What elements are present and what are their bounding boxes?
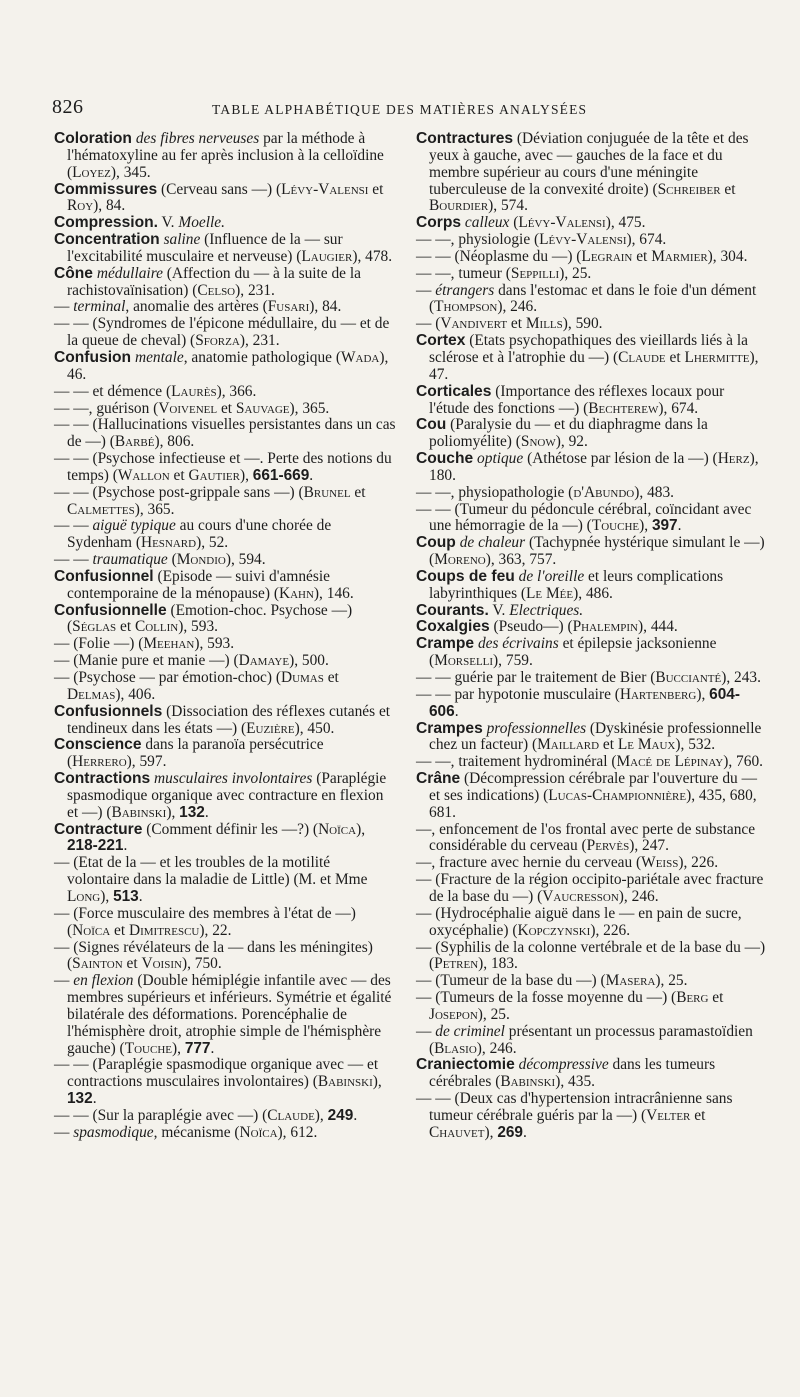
- index-entry: —, enfoncement de l'os frontal avec perte de substance considérable du cerveau (Pervès), 247.: [416, 820, 756, 855]
- index-entry: Confusionnels (Dissociation des réflexes cutanés et tendineux dans les états —) (Euzière), 450.: [54, 702, 391, 737]
- index-entry: Crampes professionnelles (Dyskinésie professionnelle chez un facteur) (Maillard et Le Maux), 532.: [416, 719, 762, 754]
- index-entry: — —, guérison (Voivenel et Sauvage), 365.: [54, 399, 330, 417]
- index-entry: — — (Paraplégie spasmodique organique avec — et contractions musculaires involontaires) (Babinski), 132.: [54, 1056, 382, 1108]
- index-entry: Compression. V. Moelle.: [54, 214, 225, 232]
- page-header: [52, 96, 752, 120]
- page-number: 826: [52, 96, 84, 118]
- index-entry: — — guérie par le traitement de Bier (Buccianté), 243.: [416, 669, 761, 686]
- index-entry: Cou (Paralysie du — et du diaphragme dans la poliomyélite) (Snow), 92.: [416, 416, 708, 451]
- running-title: TABLE ALPHABÉTIQUE DES MATIÈRES ANALYSÉES: [212, 102, 588, 117]
- index-entry: — — traumatique (Mondio), 594.: [54, 551, 266, 569]
- index-entry: — (Force musculaire des membres à l'état de —) (Noïca et Dimitrescu), 22.: [54, 904, 356, 939]
- index-entry: — (Manie pure et manie —) (Damaye), 500.: [54, 652, 329, 670]
- index-entry: Cône médullaire (Affection du — à la suite de la rachistovaïnisation) (Celso), 231.: [54, 264, 361, 299]
- index-entry: — (Hydrocéphalie aiguë dans le — en pain de sucre, oxycéphalie) (Kopczynski), 226.: [416, 904, 742, 939]
- index-entry: — —, traitement hydrominéral (Macé de Lépinay), 760.: [416, 753, 763, 771]
- index-entry: — —, physiologie (Lévy-Valensi), 674.: [416, 231, 667, 249]
- index-entry: — — (Syndromes de l'épicone médullaire, du — et de la queue de cheval) (Sforza), 231.: [54, 315, 390, 350]
- index-entry: — — (Sur la paraplégie avec —) (Claude), 249.: [54, 1106, 358, 1124]
- index-entry: — — et démence (Laurès), 366.: [54, 382, 257, 400]
- right-column: [416, 131, 766, 1142]
- index-entry: Confusion mentale, anatomie pathologique (Wada), 46.: [54, 348, 389, 383]
- index-entry: — étrangers dans l'estomac et dans le foie d'un dément (Thompson), 246.: [416, 281, 757, 316]
- index-entry: Crampe des écrivains et épilepsie jacksonienne (Morselli), 759.: [416, 635, 717, 670]
- index-entry: — —, physiopathologie (d'Abundo), 483.: [416, 483, 675, 501]
- index-entry: Courants. V. Electriques.: [416, 601, 584, 619]
- index-entry: Cortex (Etats psychopathiques des vieillards liés à la sclérose et à l'atrophie du —) (Claude et Lhermitte), 47.: [416, 332, 759, 383]
- index-entry: —, fracture avec hernie du cerveau (Weiss), 226.: [416, 854, 719, 872]
- index-entry: — — (Deux cas d'hypertension intracrânienne sans tumeur cérébrale guéris par la —) (Velter et Chauvet), 269.: [416, 1090, 733, 1141]
- index-entry: — — (Psychose post-grippale sans —) (Brunel et Calmettes), 365.: [54, 483, 366, 518]
- index-entry: — (Folie —) (Meehan), 593.: [54, 635, 235, 653]
- index-entry: — de criminel présentant un processus paramastoïdien (Blasio), 246.: [416, 1022, 753, 1057]
- index-entry: — terminal, anomalie des artères (Fusari), 84.: [54, 298, 342, 316]
- index-entry: Contractures (Déviation conjuguée de la tête et des yeux à gauche, avec — gauches de la face et du membre supérieur au cours d'une méningite tuberculeuse de la convexité droite) (Schreiber et Bourdier), 574.: [416, 130, 749, 215]
- index-entry: — — aiguë typique au cours d'une chorée de Sydenham (Hesnard), 52.: [54, 517, 332, 552]
- index-entry: Coloration des fibres nerveuses par la méthode à l'hématoxyline au fer après inclusion à la celloïdine (Loyez), 345.: [54, 130, 384, 181]
- index-entry: — (Tumeurs de la fosse moyenne du —) (Berg et Josepon), 25.: [416, 989, 724, 1023]
- index-entry: — (Tumeur de la base du —) (Masera), 25.: [416, 972, 688, 990]
- index-entry: Confusionnel (Episode — suivi d'amnésie contemporaine de la ménopause) (Kahn), 146.: [54, 567, 354, 602]
- index-entry: — en flexion (Double hémiplégie infantile avec — des membres supérieurs et inférieurs. Symétrie et égalité bilatérale des déformations. Porencéphalie de l'hémisphère droit, atrophie simple de l'hémisphère gauche) (Touche), 777.: [54, 972, 392, 1057]
- left-column: [54, 131, 396, 1142]
- index-entry: — —, tumeur (Seppilli), 25.: [416, 264, 592, 282]
- index-entry: — (Syphilis de la colonne vertébrale et de la base du —) (Petren), 183.: [416, 938, 766, 973]
- index-entry: — (Fracture de la région occipito-pariétale avec fracture de la base du —) (Vaucresson), 246.: [416, 871, 764, 905]
- index-entry: — — par hypotonie musculaire (Hartenberg), 604-606.: [416, 685, 740, 720]
- index-entry: — — (Tumeur du pédoncule cérébral, coïncidant avec une hémorragie de la —) (Touche), 397.: [416, 500, 752, 535]
- index-entry: Crâne (Décompression cérébrale par l'ouverture du — et ses indications) (Lucas-Championnière), 435, 680, 681.: [416, 770, 757, 821]
- index-entry: — — (Hallucinations visuelles persistantes dans un cas de —) (Barbé), 806.: [54, 416, 396, 451]
- index-entry: Corticales (Importance des réflexes locaux pour l'étude des fonctions —) (Bechterew), 674.: [416, 382, 725, 417]
- index-entry: Commissures (Cerveau sans —) (Lévy-Valensi et Roy), 84.: [54, 180, 384, 215]
- index-entry: — — (Psychose infectieuse et —. Perte des notions du temps) (Wallon et Gautier), 661-669.: [54, 450, 392, 484]
- index-entry: Contractions musculaires involontaires (Paraplégie spasmodique organique avec contracture en flexion et —) (Babinski), 132.: [54, 770, 387, 821]
- index-entry: Conscience dans la paranoïa persécutrice (Herrero), 597.: [54, 736, 324, 771]
- index-entry: Coup de chaleur (Tachypnée hystérique simulant le —) (Moreno), 363, 757.: [416, 534, 765, 569]
- index-entry: Coups de feu de l'oreille et leurs complications labyrinthiques (Le Mée), 486.: [416, 567, 724, 602]
- index-entry: Concentration saline (Influence de la — sur l'excitabilité musculaire et nerveuse) (Laugier), 478.: [54, 231, 393, 265]
- index-entry: — (Etat de la — et les troubles de la motilité volontaire dans la maladie de Little) (M. et Mme Long), 513.: [54, 854, 368, 905]
- index-entry: — — (Néoplasme du —) (Legrain et Marmier), 304.: [416, 247, 748, 265]
- index-entry: Couche optique (Athétose par lésion de la —) (Herz), 180.: [416, 450, 759, 484]
- index-entry: Corps calleux (Lévy-Valensi), 475.: [416, 214, 646, 232]
- index-entry: — (Psychose — par émotion-choc) (Dumas et Delmas), 406.: [54, 669, 339, 703]
- index-entry: — (Vandivert et Mills), 590.: [416, 315, 603, 333]
- index-entry: Confusionnelle (Emotion-choc. Psychose —) (Séglas et Collin), 593.: [54, 601, 353, 636]
- index-entry: Coxalgies (Pseudo—) (Phalempin), 444.: [416, 618, 678, 636]
- index-entry: — spasmodique, mécanisme (Noïca), 612.: [54, 1123, 318, 1141]
- index-entry: Contracture (Comment définir les —?) (Noïca), 218-221.: [54, 820, 366, 855]
- index-entry: — (Signes révélateurs de la — dans les méningites) (Sainton et Voisin), 750.: [54, 938, 373, 973]
- index-entry: Craniectomie décompressive dans les tumeurs cérébrales (Babinski), 435.: [416, 1056, 716, 1091]
